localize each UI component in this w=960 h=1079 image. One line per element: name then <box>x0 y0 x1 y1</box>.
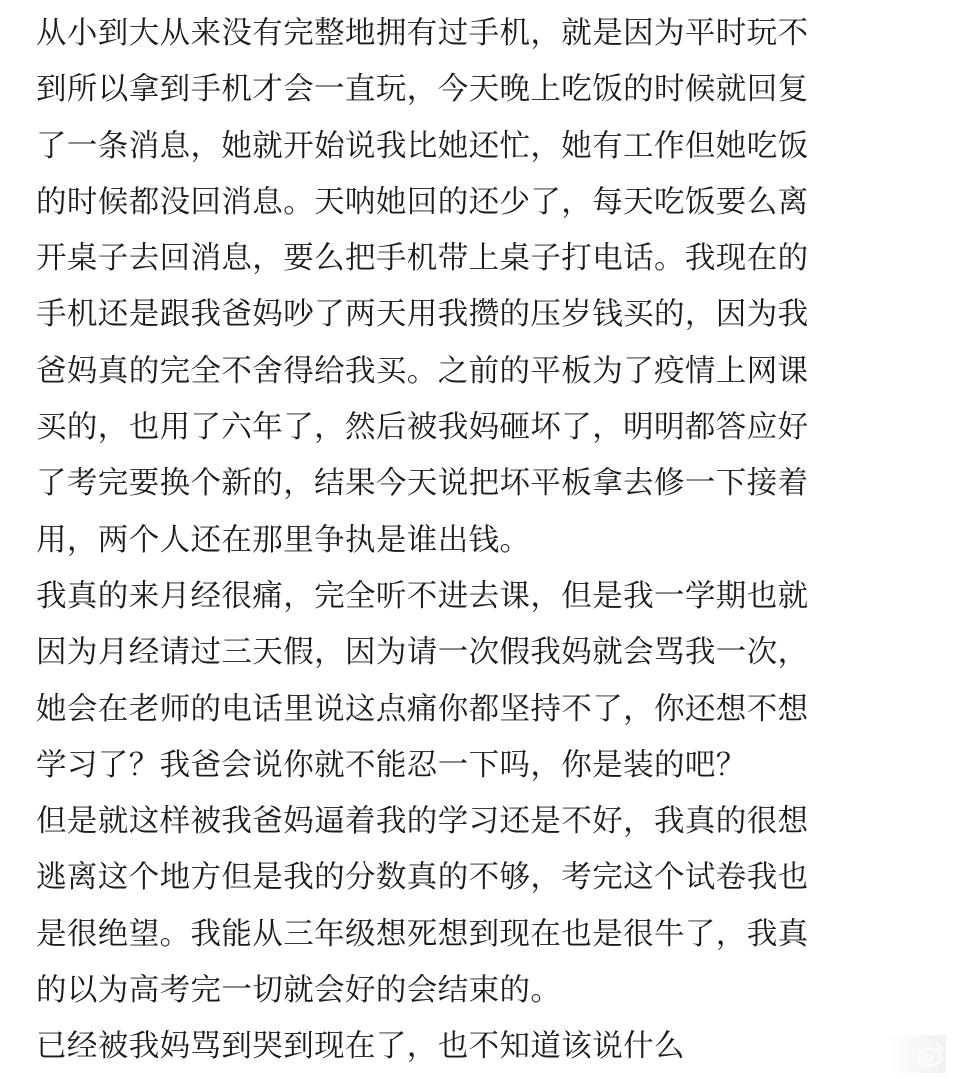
post-line: 买的，也用了六年了，然后被我妈砸坏了，明明都答应好 <box>36 410 809 446</box>
post-line-last: 已经被我妈骂到哭到现在了，也不知道该说什么 <box>36 1029 685 1065</box>
post-body <box>36 6 916 1076</box>
post-line: 手机还是跟我爸妈吵了两天用我攒的压岁钱买的，因为我 <box>36 297 809 333</box>
post-line: 逃离这个地方但是我的分数真的不够，考完这个试卷我也 <box>36 860 809 896</box>
post-line: 是很绝望。我能从三年级想死想到现在也是很牛了，我真 <box>36 916 809 952</box>
watermark <box>886 1035 946 1073</box>
post-line: 了考完要换个新的，结果今天说把坏平板拿去修一下接着 <box>36 466 809 502</box>
post-line: 她会在老师的电话里说这点痛你都坚持不了，你还想不想 <box>36 691 809 727</box>
post-line: 但是就这样被我爸妈逼着我的学习还是不好，我真的很想 <box>36 804 809 840</box>
post-line: 的以为高考完一切就会好的会结束的。 <box>36 973 562 1009</box>
weibo-icon <box>916 1039 946 1069</box>
post-line: 了一条消息，她就开始说我比她还忙，她有工作但她吃饭 <box>36 128 809 164</box>
post-line: 从小到大从来没有完整地拥有过手机，就是因为平时玩不 <box>36 16 809 51</box>
post-line: 开桌子去回消息，要么把手机带上桌子打电话。我现在的 <box>36 241 809 277</box>
post-line: 用，两个人还在那里争执是谁出钱。 <box>36 522 531 558</box>
post-line: 到所以拿到手机才会一直玩，今天晚上吃饭的时候就回复 <box>36 72 809 108</box>
post-line: 我真的来月经很痛，完全听不进去课，但是我一学期也就 <box>36 578 809 614</box>
post-line: 因为月经请过三天假，因为请一次假我妈就会骂我一次， <box>36 635 809 671</box>
post-line: 学习了？我爸会说你就不能忍一下吗，你是装的吧？ <box>36 747 747 783</box>
post-line: 爸妈真的完全不舍得给我买。之前的平板为了疫情上网课 <box>36 353 809 389</box>
post-line: 的时候都没回消息。天呐她回的还少了，每天吃饭要么离 <box>36 184 809 220</box>
